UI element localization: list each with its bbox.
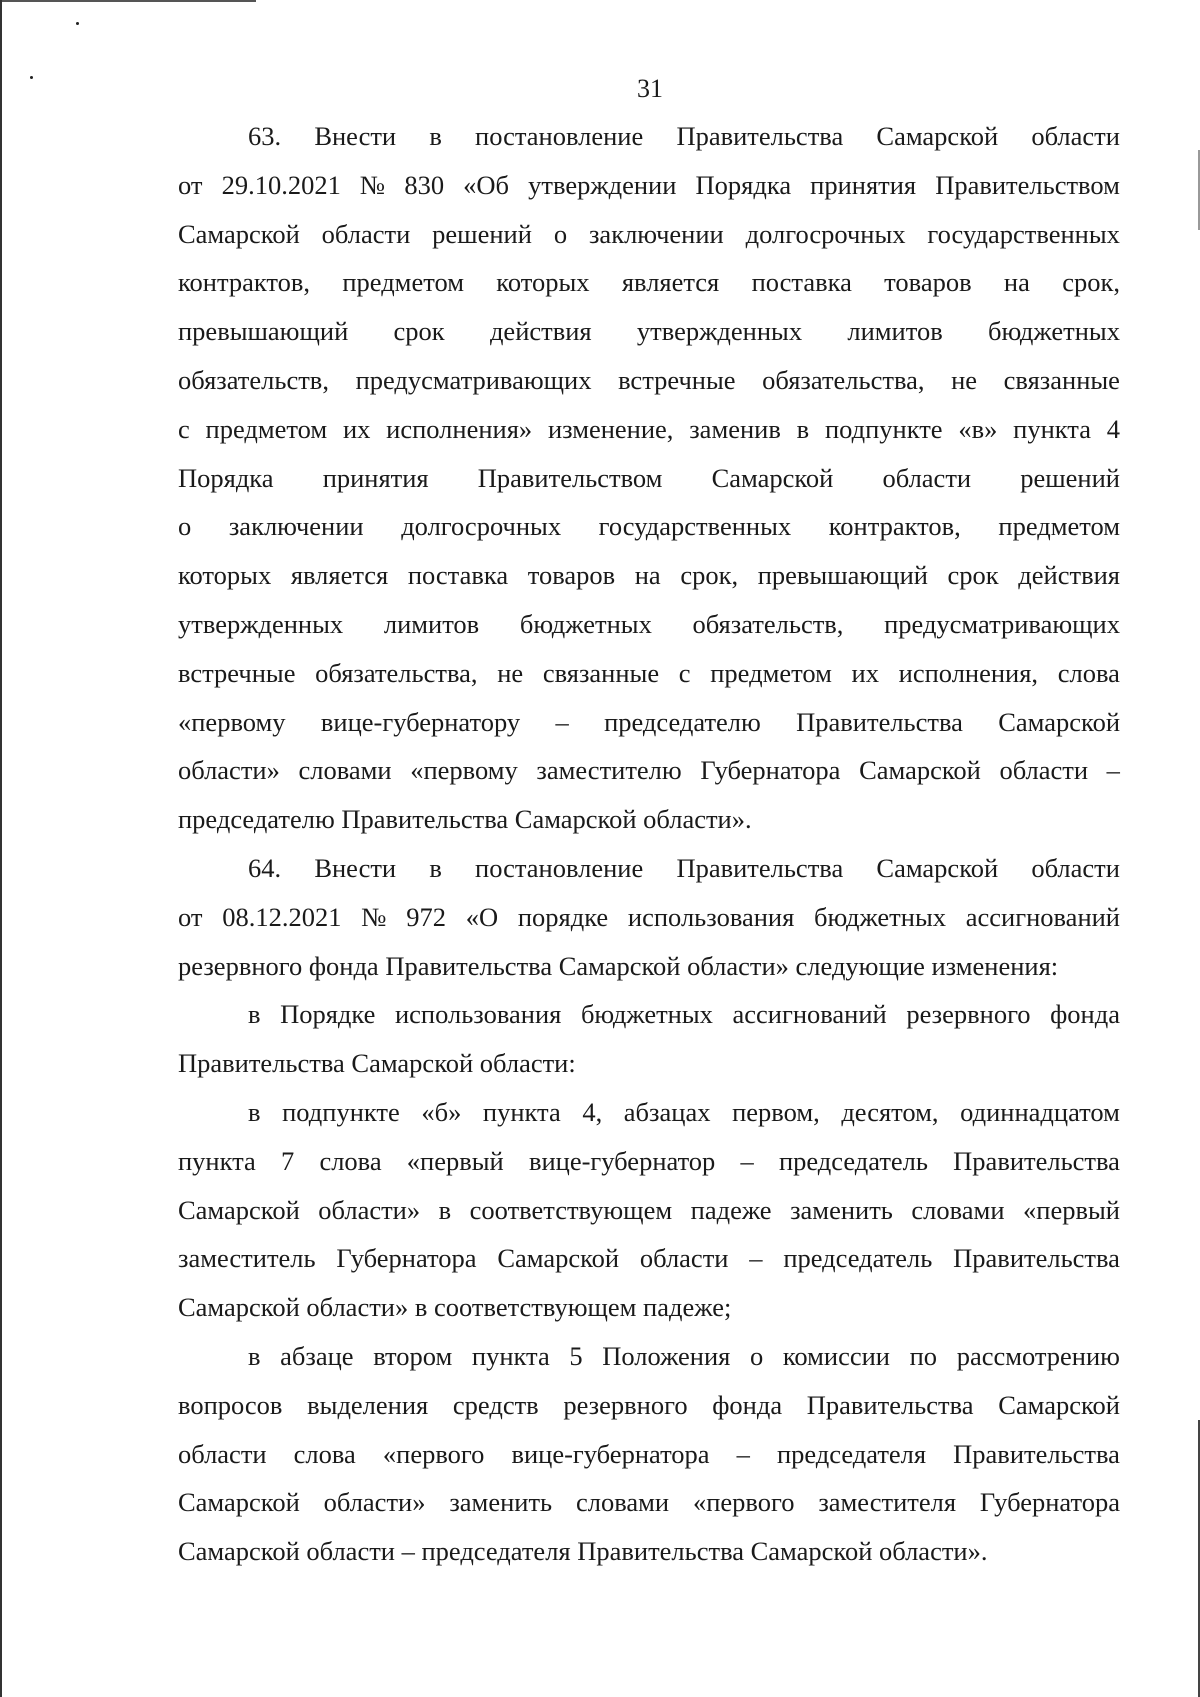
text-line: обязательств, предусматривающих встречные обязательства, не связанные bbox=[178, 364, 1120, 395]
text-line: с предметом их исполнения» изменение, заменив в подпункте «в» пункта 4 bbox=[178, 413, 1120, 444]
text-line: области» словами «первому заместителю Губернатора Самарской области – bbox=[178, 755, 1120, 786]
text-line: Самарской области» в соответствующем падеже заменить словами «первый bbox=[178, 1194, 1120, 1225]
text-line: резервного фонда Правительства Самарской области» следующие изменения: bbox=[178, 950, 1059, 981]
page-number: 31 bbox=[637, 74, 663, 103]
text-line: в Порядке использования бюджетных ассигнований резервного фонда bbox=[248, 999, 1120, 1030]
paragraph-p64-a bbox=[178, 990, 1120, 1088]
text-line: которых является поставка товаров на срок, превышающий срок действия bbox=[178, 560, 1120, 591]
text-line: «первому вице-губернатору – председателю Правительства Самарской bbox=[178, 706, 1120, 737]
text-line: встречные обязательства, не связанные с предметом их исполнения, слова bbox=[178, 657, 1120, 688]
text-line: председателю Правительства Самарской области». bbox=[178, 804, 752, 835]
paragraph-p64-c bbox=[178, 1332, 1120, 1576]
text-line: от 29.10.2021 № 830 «Об утверждении Порядка принятия Правительством bbox=[178, 169, 1120, 200]
text-line: заместитель Губернатора Самарской области – председатель Правительства bbox=[178, 1243, 1120, 1274]
paragraph-p63 bbox=[178, 112, 1120, 844]
text-line: 64. Внести в постановление Правительства Самарской области bbox=[248, 852, 1120, 883]
scan-speck bbox=[76, 22, 79, 25]
scan-edge-left bbox=[0, 0, 2, 1697]
text-line: Самарской области – председателя Правительства Самарской области». bbox=[178, 1536, 988, 1567]
paragraph-p64-b bbox=[178, 1088, 1120, 1332]
text-line: Самарской области решений о заключении долгосрочных государственных bbox=[178, 218, 1120, 249]
text-line: Самарской области» в соответствующем падеже; bbox=[178, 1292, 732, 1323]
text-line: 63. Внести в постановление Правительства Самарской области bbox=[248, 121, 1120, 151]
text-line: контрактов, предметом которых является поставка товаров на срок, bbox=[178, 267, 1120, 298]
text-line: о заключении долгосрочных государственных контрактов, предметом bbox=[178, 511, 1120, 542]
text-line: превышающий срок действия утвержденных лимитов бюджетных bbox=[178, 316, 1120, 347]
text-line: от 08.12.2021 № 972 «О порядке использования бюджетных ассигнований bbox=[178, 901, 1120, 932]
scan-edge-top bbox=[0, 0, 256, 2]
text-line: утвержденных лимитов бюджетных обязательств, предусматривающих bbox=[178, 608, 1120, 639]
text-line: Порядка принятия Правительством Самарской области решений bbox=[178, 462, 1120, 493]
text-line: области слова «первого вице-губернатора – председателя Правительства bbox=[178, 1438, 1120, 1469]
text-line: вопросов выделения средств резервного фонда Правительства Самарской bbox=[178, 1389, 1120, 1420]
document-body bbox=[178, 112, 1120, 1576]
text-line: Правительства Самарской области: bbox=[178, 1048, 576, 1079]
text-line: в подпункте «б» пункта 4, абзацах первом, десятом, одиннадцатом bbox=[248, 1096, 1120, 1127]
text-line: пункта 7 слова «первый вице-губернатор – председатель Правительства bbox=[178, 1145, 1120, 1176]
text-line: в абзаце втором пункта 5 Положения о комиссии по рассмотрению bbox=[248, 1340, 1120, 1371]
paragraph-p64 bbox=[178, 844, 1120, 990]
text-line: Самарской области» заменить словами «первого заместителя Губернатора bbox=[178, 1487, 1120, 1518]
